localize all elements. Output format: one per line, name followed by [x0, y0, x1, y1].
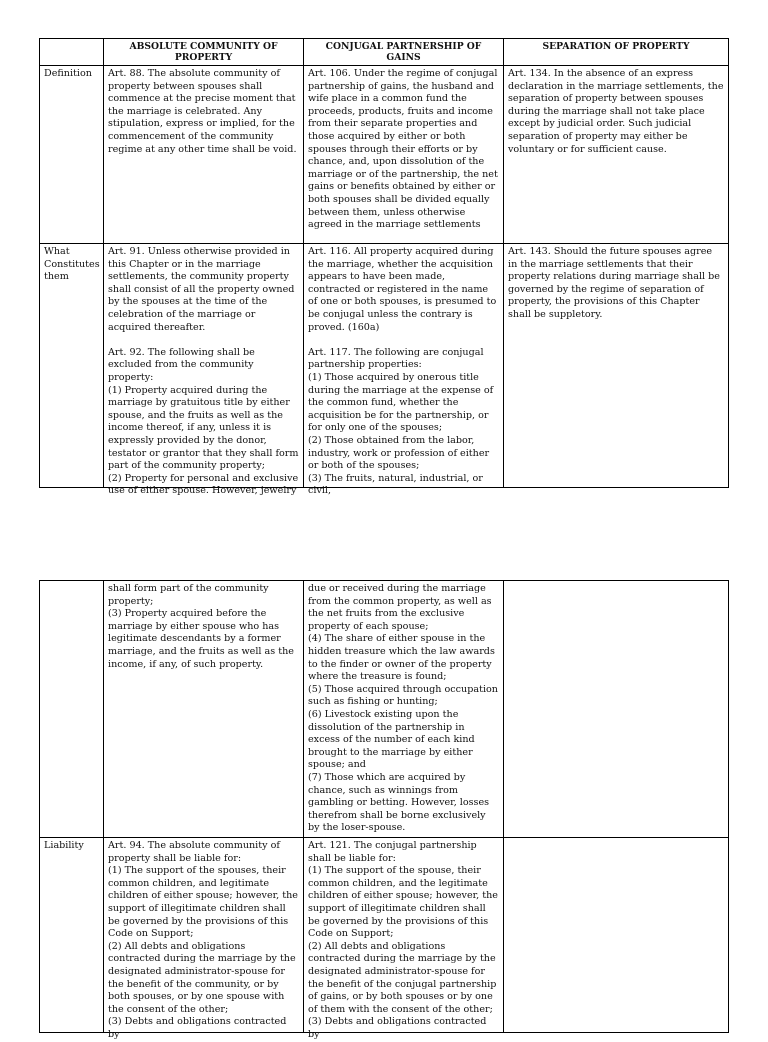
- definition-acp-cell: Art. 88. The absolute community of property between spouses shall commence at the precise moment that the marriage is celebrated. Any stipulation, express or implied, for the commencement of the community regime at any other time shall be void.: [104, 66, 304, 244]
- row-label-definition: Definition: [40, 66, 104, 244]
- constitutes-cpg-cell-wrap: [304, 244, 504, 497]
- liability-cpg-cell: Art. 121. The conjugal partnership shall be liable for: (1) The support of the spouse, their common children, and the legitimate children of either spouse; however, the support of illegitimate children shall be governed by the provisions of this Code on Support; (2) All debts and obligations contracted during the marriage by the designated administrator-spouse for the benefit of the conjugal partnership of gains, or by both spouses or by one of them with the consent of the other; (3) Debts and obligations contracted by: [308, 840, 498, 1040]
- constitutes-cpg-cell: Art. 116. All property acquired during the marriage, whether the acquisition appears to have been made, contracted or registered in the name of one or both spouses, is presumed to be conjugal unless the contrary is proved. (160a) Art. 117. The following are conjugal partnership properties: (1) Those acquired by onerous title during the marriage at the expense of the common fund, whether the acquisition be for the partnership, or for only one of the spouses; (2) Those obtained from the labor, industry, work or profession of either or both of the spouses; (3) The fruits, natural, industrial, or civil,: [308, 246, 497, 497]
- continued-row: [40, 581, 729, 838]
- liability-acp-cell-wrap: [104, 838, 304, 1040]
- property-regimes-table-page-2: [39, 580, 729, 1040]
- definition-cpg-cell: Art. 106. Under the regime of conjugal partnership of gains, the husband and wife place in a common fund the proceeds, products, fruits and income from their separate properties and those acquired by either or both spouses through their efforts or by chance, and, upon dissolution of the marriage or of the partnership, the net gains or benefits obtained by either or both spouses shall be divided equally between them, unless otherwise agreed in the marriage settlements: [304, 66, 504, 244]
- header-separation: SEPARATION OF PROPERTY: [504, 39, 729, 66]
- row-label-continued: [40, 581, 104, 838]
- header-conjugal-partnership: CONJUGAL PARTNERSHIP OF GAINS: [304, 39, 504, 66]
- row-label-constitutes: What Constitutes them: [40, 244, 104, 488]
- liability-row: [40, 838, 729, 1033]
- header-absolute-community: ABSOLUTE COMMUNITY OF PROPERTY: [104, 39, 304, 66]
- definition-row: [40, 66, 729, 244]
- header-row: [40, 39, 729, 66]
- constitutes-row: [40, 244, 729, 488]
- liability-sep-cell: [508, 840, 724, 1030]
- liability-acp-cell: Art. 94. The absolute community of property shall be liable for: (1) The support of the spouses, their common children, and legitimate children of either spouse; however, the support of illegitimate children shall be governed by the provisions of this Code on Support; (2) All debts and obligations contracted during the marriage by the designated administrator-spouse for the benefit of the community, or by both spouses, or by one spouse with the consent of the other; (3) Debts and obligations contracted by: [108, 840, 298, 1040]
- row-label-liability: Liability: [40, 838, 104, 1033]
- definition-sep-cell: Art. 134. In the absence of an express declaration in the marriage settlements, the separation of property between spouses during the marriage shall not take place except by judicial order. Such judicial separation of property may either be voluntary or for sufficient cause.: [504, 66, 729, 244]
- continued-acp-cell: shall form part of the community property; (3) Property acquired before the marriage by either spouse who has legitimate descendants by a former marriage, and the fruits as well as the income, if any, of such property.: [104, 581, 304, 838]
- constitutes-acp-cell-wrap: [104, 244, 304, 497]
- constitutes-acp-cell: Art. 91. Unless otherwise provided in this Chapter or in the marriage settlements, the community property shall consist of all the property owned by the spouses at the time of the celebration of the marriage or acquired thereafter. Art. 92. The following shall be excluded from the community property: (1) Property acquired during the marriage by gratuitous title by either spouse, and the fruits as well as the income thereof, if any, unless it is expressly provided by the donor, testator or grantor that they shall form part of the community property; (2) Property for personal and exclusive use of either spouse. However, jewelry: [108, 246, 299, 497]
- liability-cpg-cell-wrap: [304, 838, 504, 1040]
- constitutes-sep-cell: Art. 143. Should the future spouses agree in the marriage settlements that their property relations during marriage shall be governed by the regime of separation of property, the provisions of this Chapter shall be suppletory.: [508, 246, 720, 320]
- continued-cpg-cell: due or received during the marriage from the common property, as well as the net fruits from the exclusive property of each spouse; (4) The share of either spouse in the hidden treasure which the law awards to the finder or owner of the property where the treasure is found; (5) Those acquired through occupation such as fishing or hunting; (6) Livestock existing upon the dissolution of the partnership in excess of the number of each kind brought to the marriage by either spouse; and (7) Those which are acquired by chance, such as winnings from gambling or betting. However, losses therefrom shall be borne exclusively by the loser-spouse.: [304, 581, 504, 838]
- constitutes-sep-cell-wrap: [504, 244, 729, 488]
- property-regimes-table-page-1: [39, 38, 729, 497]
- liability-sep-cell-wrap: [504, 838, 729, 1033]
- header-blank: [40, 39, 104, 66]
- continued-sep-cell: [504, 581, 729, 838]
